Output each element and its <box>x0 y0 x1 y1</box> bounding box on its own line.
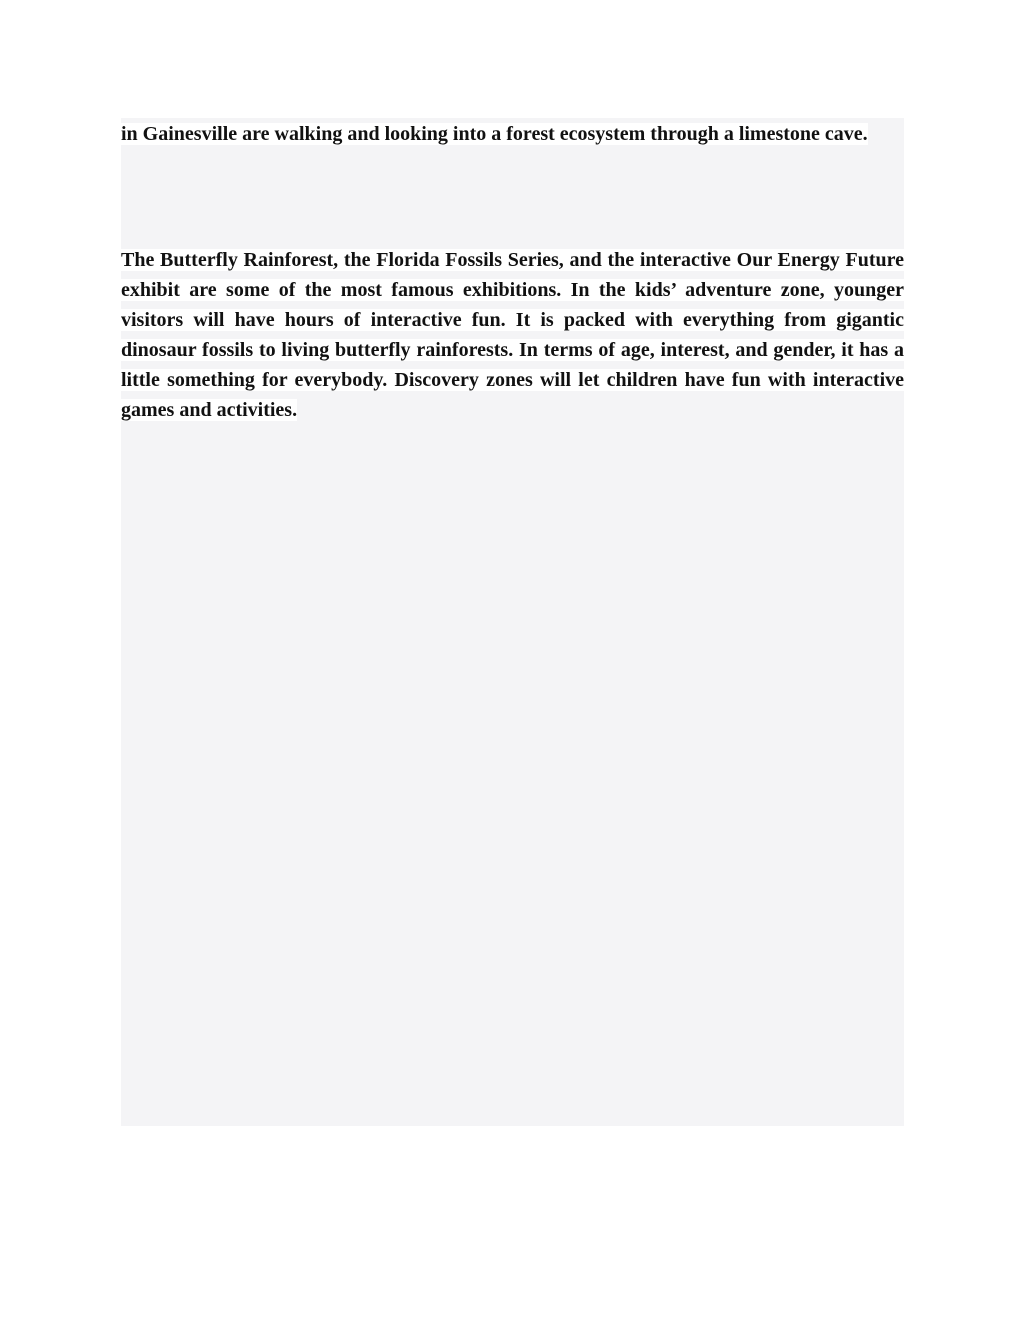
paragraph-1-text: in Gainesville are walking and looking into a forest ecosystem through a limestone cave. <box>121 123 868 145</box>
paragraph-2 <box>121 245 904 425</box>
paragraph-2-text: The Butterfly Rainforest, the Florida Fossils Series, and the interactive Our Energy Future exhibit are some of the most famous exhibitions. In the kids’ adventure zone, younger visitors will have hours of interactive fun. It is packed with everything from gigantic dinosaur fossils to living butterfly rainforests. In terms of age, interest, and gender, it has a little something for everybody. Discovery zones will let children have fun with interactive games and activities. <box>121 249 904 421</box>
paragraph-1 <box>121 119 904 149</box>
